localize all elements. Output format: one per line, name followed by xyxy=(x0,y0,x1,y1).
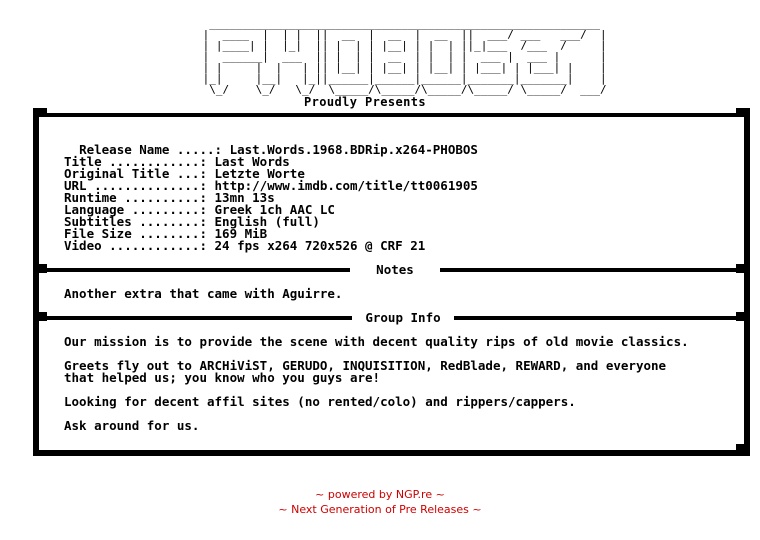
ask-text: Ask around for us. xyxy=(64,418,200,433)
detail-label: Subtitles ........: xyxy=(64,214,207,229)
phobos-logo: ___________________________________________________________ | ____ | | | || __ | __ | __ || ___/ ___ ___/ | | |____| | |_| || | | | |__| | | | ||_|___ /___ / | | ______| ___ || | | | __ | | | | ___ | ___ | | | | | | | || |__| | |__| | |__| | |___| | |___| | | |_| |__| |_||______|______|______|_______|_______| | \_/ \_/ \_/ \_____/\_____/\_____/\_____/ \_____/ ___/ xyxy=(202,17,607,96)
detail-row xyxy=(64,240,425,252)
affil-text: Looking for decent affil sites (no rented/colo) and rippers/cappers. xyxy=(64,394,576,409)
mission-text: Our mission is to provide the scene with decent quality rips of old movie classics. xyxy=(64,334,689,349)
detail-value: Letzte Worte xyxy=(214,166,305,181)
detail-value: Last Words xyxy=(214,154,290,169)
footer-tagline: ~ Next Generation of Pre Releases ~ xyxy=(278,503,482,516)
frame-top-bar xyxy=(40,113,746,117)
release-name-value: Last.Words.1968.BDRip.x264-PHOBOS xyxy=(229,142,478,157)
notes-notch-right xyxy=(736,264,750,273)
release-name-label: Release Name .....: xyxy=(79,142,223,157)
detail-label: Runtime ..........: xyxy=(64,190,207,205)
footer-powered-by[interactable]: ~ powered by NGP.re ~ xyxy=(315,488,445,501)
imdb-link[interactable]: http://www.imdb.com/title/tt0061905 xyxy=(214,178,478,193)
frame-notch-br xyxy=(736,444,750,453)
frame-right-side xyxy=(744,108,750,456)
notes-title: Notes xyxy=(350,263,440,277)
notes-notch-left xyxy=(33,264,47,273)
detail-label: File Size ........: xyxy=(64,226,207,241)
detail-label: Language .........: xyxy=(64,202,207,217)
notes-text: Another extra that came with Aguirre. xyxy=(64,286,343,301)
group-info-title: Group Info xyxy=(352,311,454,325)
detail-label: Original Title ...: xyxy=(64,166,207,181)
frame-bottom-bar xyxy=(33,450,750,456)
detail-label: URL ..............: xyxy=(64,178,207,193)
greets-text: Greets fly out to ARCHiViST, GERUDO, INQUISITION, RedBlade, REWARD, and everyone that helped us; you know who you guys are! xyxy=(64,358,667,385)
detail-label: Video ............: xyxy=(64,238,207,253)
release-name-row xyxy=(64,132,478,156)
proudly-presents: Proudly Presents xyxy=(304,95,426,109)
detail-value: Greek 1ch AAC LC xyxy=(214,202,335,217)
group-notch-left xyxy=(33,312,47,321)
detail-value: 13mn 13s xyxy=(214,190,275,205)
group-notch-right xyxy=(736,312,750,321)
detail-value: 24 fps x264 720x526 @ CRF 21 xyxy=(214,238,426,253)
detail-label: Title ............: xyxy=(64,154,207,169)
detail-value: 169 MiB xyxy=(214,226,268,241)
frame-left-side xyxy=(33,108,39,456)
detail-value: English (full) xyxy=(214,214,320,229)
